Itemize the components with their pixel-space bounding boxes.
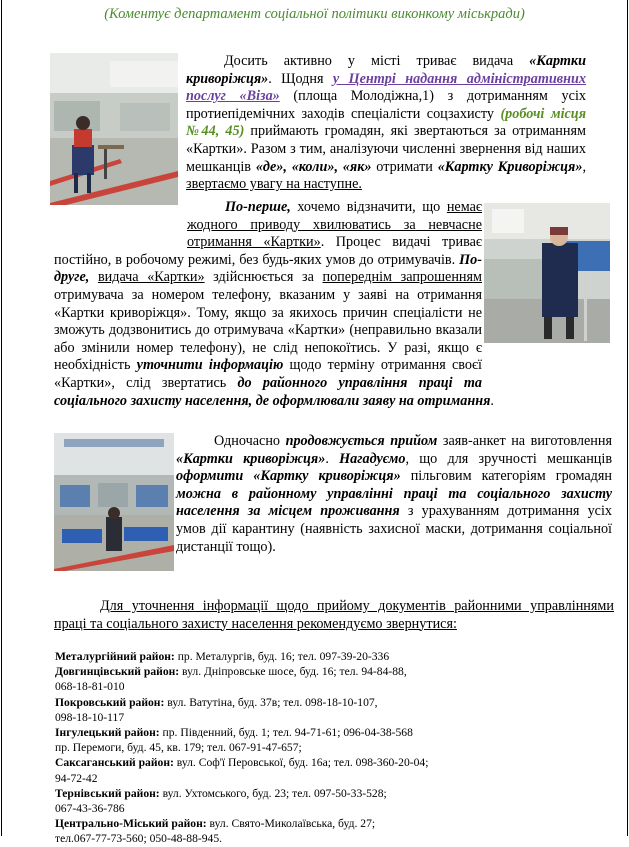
contact-metalurhiinyi: Металургійний район: пр. Металургів, буд. 16; тел. 097-39-20-336 (55, 650, 390, 663)
contact-inhuletskyi-address2: пр. Перемоги, буд. 45, кв. 179; тел. 067-91-47-657; (55, 741, 302, 755)
photo-hall-with-visitors (54, 433, 174, 571)
contact-saksahanskyi-phone2: 94-72-42 (55, 771, 98, 785)
contact-dovhyntsivskyi: Довгинцівський район: вул. Дніпровське шосе, буд. 16; тел. 94-84-88, (55, 665, 407, 679)
contact-tsentralno-miskyi-phones: тел.067-77-73-560; 050-48-88-945. (55, 832, 223, 846)
contact-dovhyntsivskyi-phone2: 068-18-81-010 (55, 680, 125, 694)
contact-inhuletskyi: Інгулецький район: пр. Південний, буд. 1; тел. 94-71-61; 096-04-38-568 (55, 726, 413, 740)
contact-ternivskyi-phone2: 067-43-36-786 (55, 802, 125, 816)
photo-service-center-visitor (50, 53, 178, 205)
paragraph-intro: Досить активно у місті триває видача «Картки криворіжця». Щодня у Центрі надання адміністративних послуг «Віза» (площа Молодіжна,1) з дотриманням усіх протиепідемічних заходів спеціалісти соцзахисту (робочі місця №44, 45) приймають громадян, які звертаються за отриманням «Картки». Разом з тим, аналізуючи численні звернення від наших мешканців «де», «коли», «як» отримати «Картку Криворіжця», звертаємо увагу на наступне. (186, 53, 587, 193)
paragraph-first-second: По-перше, хочемо відзначити, що немає жодного приводу хвилюватись за невчасне отримання «Картки». Процес видачі триває постійно, в робочому режимі, без будь-яких умов до отримувачів. По-друге, видача «Картки» здійснюється за попереднім запрошенням отримувача за номером телефону, вказаним у заяві на отримання «Картки криворіжця». Тому, якщо за якихось причин спеціалісти не зможуть додзвонитись до отримувача «Картки» (неправильно вказали або змінили номер телефону), не слід непокоїтись. У разі, якщо є необхідність уточнити інформацію щодо терміну отримання своєї «Картки», слід звертатись до районного управління праці та соціального захисту населення, де оформлювали заяву на отримання. (54, 199, 494, 409)
page-border-right (627, 0, 628, 836)
contact-pokrovskyi: Покровський район: вул. Ватутіна, буд. 37в; тел. 098-18-10-107, (55, 695, 378, 709)
paragraph-applications: Одночасно продовжується прийом заяв-анкет на виготовлення «Картки криворіжця». Нагадуємо, що для зручності мешканців оформити «Картку криворіжця» пільговим категоріям громадян можна в районному управлінні праці та соціального захисту населення за місцем проживання з урахуванням дотримання усіх умов дії карантину (наявність захисної маски, дотримання соціальної дистанції тощо). (176, 433, 613, 555)
page-border-left (1, 0, 2, 836)
contact-tsentralno-miskyi: Центрально-Міський район: вул. Свято-Миколаївська, буд. 27; (55, 817, 376, 831)
contact-ternivskyi: Тернівський район: вул. Ухтомського, буд. 23; тел. 097-50-33-528; (55, 786, 387, 800)
contact-saksahanskyi: Саксаганський район: вул. Соф'ї Перовської, буд. 16а; тел. 098-360-20-04; (55, 756, 429, 770)
district-contacts-list (55, 649, 429, 847)
paragraph-contacts-intro: Для уточнення інформації щодо прийому документів районними управліннями праці та соціального захисту населення рекомендуємо звернутися: (54, 598, 614, 632)
contact-pokrovskyi-phone2: 098-18-10-117 (55, 710, 125, 724)
header-note: (Коментує департамент соціальної політики виконкому міськради) (104, 6, 525, 22)
